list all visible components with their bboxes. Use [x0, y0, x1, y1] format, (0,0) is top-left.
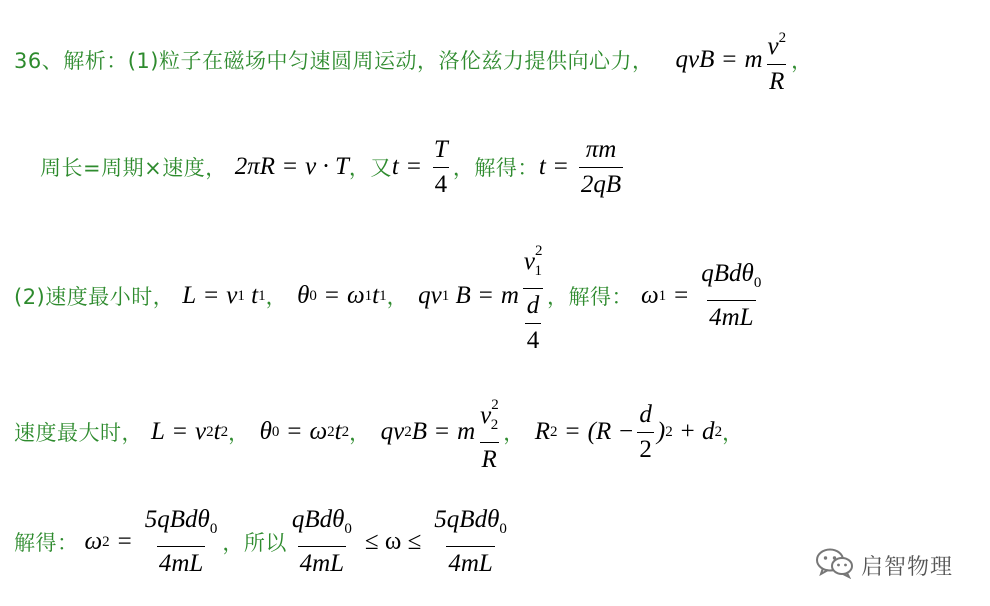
- line-3: (2)速度最小时， L = v 1 t 1 ， θ 0 = ω 1 t 1 ， qv 1 B = m $\frac{v^2_1}{\frac{d}{4}}$ ，解得： ω 1 = $\frac{qBd\theta_0}{4mL}$: [14, 238, 766, 354]
- line-5: 解得： ω 2 = $\frac{5qBd\theta_0}{4mL}$ ，所以 $\frac{qBd\theta_0}{4mL}$ ≤ ω ≤ $\frac{5qBd\theta_0}{4mL}$: [14, 506, 507, 577]
- line4-fraction: $\frac{v^2_2}{R}$: [480, 396, 499, 473]
- line3-text: (2)速度最小时，: [14, 285, 175, 309]
- line5-fraction-1: $\frac{5qBd\theta_0}{4mL}$: [144, 506, 218, 577]
- line5-fraction-3: $\frac{5qBd\theta_0}{4mL}$: [434, 506, 507, 577]
- line1-text: 36、解析：(1)粒子在磁场中匀速圆周运动，洛伦兹力提供向心力，: [14, 49, 654, 73]
- line3-compound-fraction: $\frac{v^2_1}{\frac{d}{4}}$: [523, 243, 543, 354]
- line4-d-over-2: $\frac{d}{2}$: [639, 400, 652, 463]
- watermark: [815, 547, 953, 584]
- line3-result-fraction: $\frac{qBd\theta_0}{4mL}$: [701, 260, 762, 331]
- line1-equation: qvB = m $\frac{v^2}{R}$: [675, 23, 791, 97]
- line3-inner-fraction: $\frac{d}{4}$: [526, 292, 540, 354]
- watermark-text: 启智物理: [861, 555, 954, 580]
- line-1: 36、解析：(1)粒子在磁场中匀速圆周运动，洛伦兹力提供向心力， qvB = m $\frac{v^2}{R}$ ，: [14, 20, 813, 100]
- line4-text: 速度最大时，: [14, 421, 143, 445]
- wechat-icon: [815, 547, 855, 584]
- line2-text: 周长=周期×速度，: [40, 156, 227, 180]
- line1-fraction: $\frac{v^2}{R}$: [767, 30, 787, 95]
- line5-text: 解得：: [14, 531, 79, 555]
- line-2: 周长=周期×速度， 2πR = v · T ，又 t = $\frac{T}{4}$ ，解得： t = $\frac{\pi m}{2qB}$: [40, 135, 622, 198]
- line2-fraction-result: $\frac{\pi m}{2qB}$: [580, 135, 622, 198]
- line5-fraction-2: $\frac{qBd\theta_0}{4mL}$: [291, 506, 352, 577]
- line2-fraction-t: $\frac{T}{4}$: [433, 135, 448, 198]
- line-4: 速度最大时， L = v 2 t 2 ， θ 0 = ω 2 t 2 ， qv 2 B = m $\frac{v^2_2}{R}$ ， R 2 = (R − $\frac{d}{2}$ ) 2 + d 2 ，: [14, 392, 744, 472]
